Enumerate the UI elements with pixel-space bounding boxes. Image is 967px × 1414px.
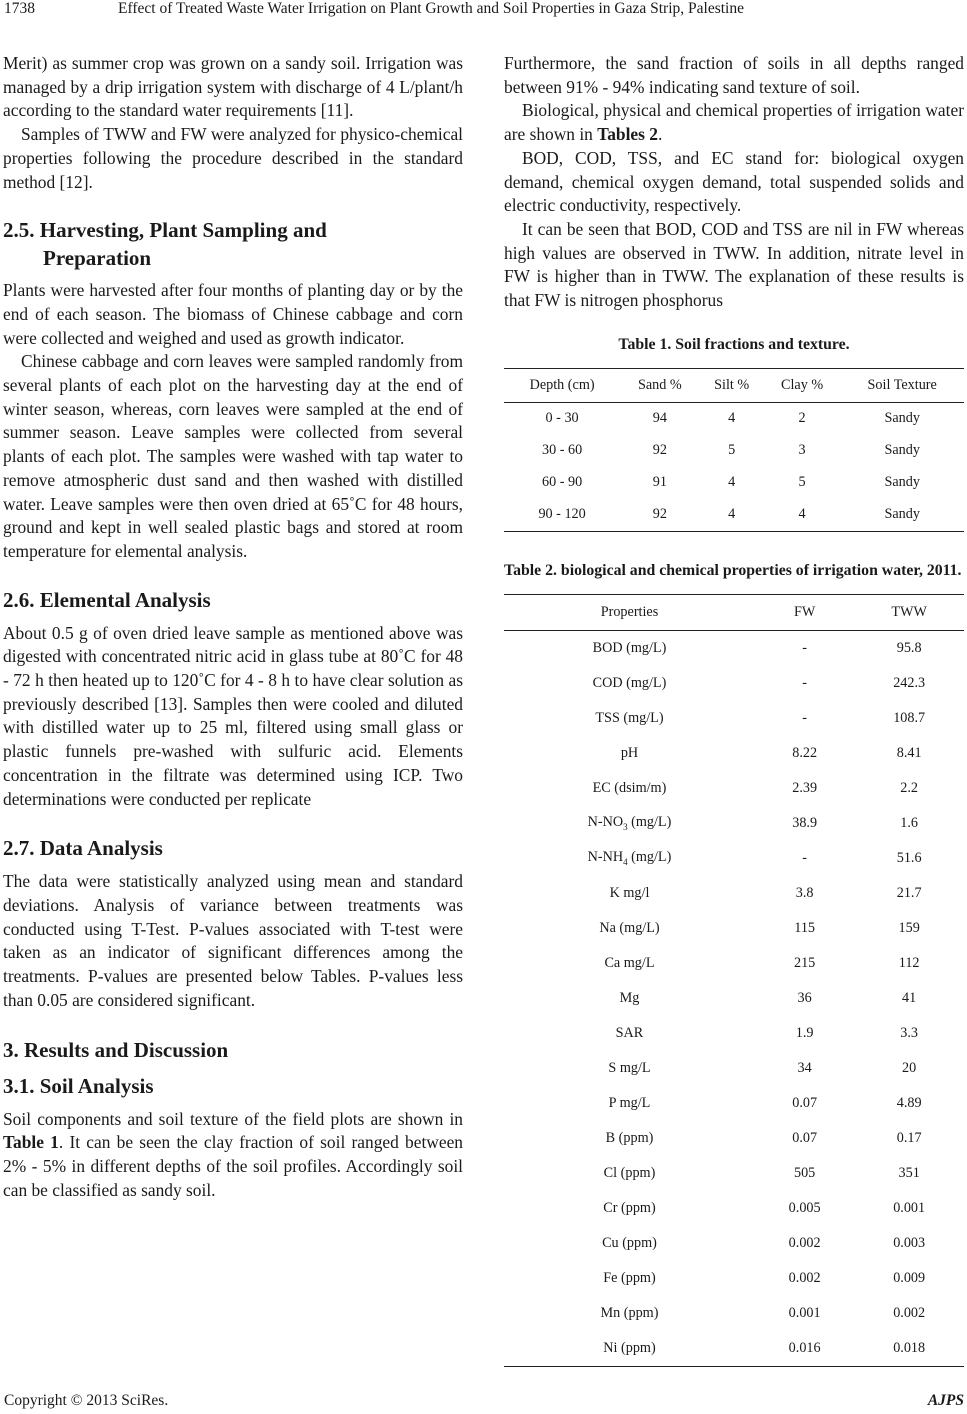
table-cell: 0.016 bbox=[788, 1339, 821, 1356]
paragraph: Plants were harvested after four months of planting day or by the end of each season. The biomass of Chinese cabbage and corn were collected and weighed and used as growth indicator. bbox=[3, 280, 463, 348]
table-cell: Fe (ppm) bbox=[603, 1269, 656, 1286]
table-cell: 36 bbox=[797, 989, 812, 1006]
table-cell: $N-NO_3$ (mg/L) bbox=[587, 814, 672, 833]
table-cell: 215 bbox=[793, 954, 816, 971]
table-cell: $N-NH_4$ (mg/L) bbox=[587, 849, 672, 868]
table-cell: 2.39 bbox=[792, 779, 818, 796]
table-cell: 4.89 bbox=[896, 1094, 922, 1111]
table-cell: Sandy bbox=[884, 442, 920, 459]
section-heading: 3.1. Soil Analysis bbox=[3, 1073, 154, 1098]
table-cell: 4 bbox=[728, 474, 736, 491]
table-cell: - bbox=[802, 674, 807, 691]
column-header: Depth (cm) bbox=[529, 376, 595, 393]
table-cell: 92 bbox=[652, 506, 667, 523]
column-header: Silt % bbox=[714, 376, 750, 393]
table-row bbox=[504, 1051, 964, 1086]
table-cell: 0.002 bbox=[893, 1304, 926, 1321]
table-cell: Sandy bbox=[884, 410, 920, 427]
table-row bbox=[504, 1261, 964, 1296]
left-column bbox=[3, 52, 463, 1202]
table-cell: - bbox=[802, 639, 807, 656]
table-cell: 0.002 bbox=[788, 1234, 821, 1251]
table-row bbox=[504, 1121, 964, 1156]
table2 bbox=[504, 594, 964, 1367]
table-cell: 3.3 bbox=[900, 1024, 919, 1041]
table-reference: Table 1 bbox=[3, 1132, 59, 1153]
table-cell: COD (mg/L) bbox=[592, 674, 667, 691]
table-row bbox=[504, 771, 964, 806]
column-header: TWW bbox=[891, 603, 927, 620]
table-row bbox=[504, 435, 964, 467]
table-cell: 92 bbox=[652, 442, 667, 459]
table-cell: Cl (ppm) bbox=[603, 1164, 656, 1181]
table1-caption: Table 1. Soil fractions and texture. bbox=[618, 335, 850, 353]
section-heading: 2.7. Data Analysis bbox=[3, 836, 163, 861]
table-row bbox=[504, 467, 964, 499]
right-column bbox=[504, 52, 964, 1367]
table-cell: 0.07 bbox=[792, 1094, 818, 1111]
table-cell: 3.8 bbox=[795, 884, 814, 901]
table-cell: 90 - 120 bbox=[538, 506, 586, 523]
table2-caption: Table 2. biological and chemical properties of irrigation water, 2011. bbox=[504, 561, 962, 579]
table-row bbox=[504, 806, 964, 841]
table-cell: BOD (mg/L) bbox=[592, 639, 667, 656]
table-row bbox=[504, 736, 964, 771]
table-row bbox=[504, 499, 964, 532]
table-cell: 95.8 bbox=[896, 639, 922, 656]
table-cell: 1.6 bbox=[900, 814, 919, 831]
table-cell: Mg bbox=[619, 989, 640, 1006]
text-run: Biological, physical and chemical properties of irrigation water are shown in bbox=[504, 100, 964, 145]
table-cell: 2 bbox=[798, 410, 806, 427]
table2-body bbox=[504, 630, 964, 1366]
table-row bbox=[504, 1226, 964, 1261]
text-run: Soil components and soil texture of the field plots are shown in bbox=[3, 1108, 463, 1129]
table-cell: 4 bbox=[798, 506, 806, 523]
table-cell: - bbox=[802, 849, 807, 866]
table-cell: Mn (ppm) bbox=[600, 1304, 659, 1321]
table-cell: Cr (ppm) bbox=[603, 1199, 656, 1216]
paragraph: Samples of TWW and FW were analyzed for physico-chemical properties following the procedure described in the standard method [12]. bbox=[3, 124, 463, 192]
table-row bbox=[504, 981, 964, 1016]
column-header: Clay % bbox=[781, 376, 824, 393]
table-cell: 91 bbox=[652, 474, 667, 491]
table-row bbox=[504, 1016, 964, 1051]
column-header: Soil Texture bbox=[867, 376, 937, 393]
table-cell: pH bbox=[620, 744, 639, 761]
running-title: Effect of Treated Waste Water Irrigation on Plant Growth and Soil Properties in Gaza Strip, Palestine bbox=[118, 0, 744, 17]
section-heading bbox=[3, 216, 463, 272]
table-cell: 0.003 bbox=[893, 1234, 926, 1251]
table-cell: 0.001 bbox=[788, 1304, 821, 1321]
table-cell: 4 bbox=[728, 410, 736, 427]
table-cell: EC (dsim/m) bbox=[592, 779, 667, 796]
table-cell: 8.41 bbox=[896, 744, 922, 761]
table-row bbox=[504, 630, 964, 666]
table-cell: 38.9 bbox=[792, 814, 818, 831]
table-cell: 8.22 bbox=[792, 744, 818, 761]
table-row bbox=[504, 1086, 964, 1121]
paragraph: Merit) as summer crop was grown on a sandy soil. Irrigation was managed by a drip irrigation system with discharge of 4 L/plant/h according to the standard water requirements [11]. bbox=[3, 53, 463, 121]
table-reference: Tables 2 bbox=[597, 124, 658, 145]
table-row bbox=[504, 1156, 964, 1191]
table-cell: - bbox=[802, 709, 807, 726]
table-cell: 21.7 bbox=[896, 884, 922, 901]
table-cell: 2.2 bbox=[900, 779, 919, 796]
page-number: 1738 bbox=[4, 0, 35, 17]
column-header: FW bbox=[793, 603, 816, 620]
running-header bbox=[0, 0, 967, 26]
paragraph: It can be seen that BOD, COD and TSS are nil in FW whereas high values are observed in TWW. In addition, nitrate level in FW is higher than in TWW. The explanation of these results is that FW is nitrogen phosphorus bbox=[504, 218, 964, 311]
table-row bbox=[504, 946, 964, 981]
table-cell: 41 bbox=[902, 989, 917, 1006]
table1 bbox=[504, 368, 964, 532]
paragraph: Chinese cabbage and corn leaves were sampled randomly from several plants of each plot on the harvesting day at the end of winter season, whereas, corn leaves were sampled at the end of summer season. Leave samples were collected from several plants of each plot. The samples were washed with tap water to remove atmospheric dust sand and then washed with distilled water. Leave samples were then oven dried at 65˚C for 48 hours, ground and kept in well sealed plastic bags and stored at room temperature for elemental analysis. bbox=[3, 351, 463, 561]
table-row bbox=[504, 701, 964, 736]
column-header: Sand % bbox=[637, 376, 682, 393]
table-cell: 60 - 90 bbox=[541, 474, 583, 491]
table-cell: S mg/L bbox=[608, 1059, 651, 1076]
table-cell: 3 bbox=[798, 442, 806, 459]
table-header-row bbox=[504, 594, 964, 630]
table-cell: 0.001 bbox=[893, 1199, 926, 1216]
section-title-continued: Preparation bbox=[43, 246, 152, 271]
table-cell: 51.6 bbox=[896, 849, 922, 866]
table-cell: 0.07 bbox=[792, 1129, 818, 1146]
table-cell: 5 bbox=[798, 474, 806, 491]
table-cell: Sandy bbox=[884, 474, 920, 491]
table-header-row bbox=[504, 368, 964, 402]
table-cell: 34 bbox=[797, 1059, 812, 1076]
page-footer bbox=[4, 1392, 964, 1410]
table-cell: 159 bbox=[898, 919, 920, 936]
paragraph: BOD, COD, TSS, and EC stand for: biological oxygen demand, chemical oxygen demand, total suspended solids and electric conductivity, respectively. bbox=[504, 147, 964, 216]
table-cell: 5 bbox=[728, 442, 736, 459]
table-cell: 0.005 bbox=[788, 1199, 821, 1216]
table-row bbox=[504, 876, 964, 911]
section-heading: 2.6. Elemental Analysis bbox=[3, 587, 211, 612]
table-row bbox=[504, 1331, 964, 1367]
table-cell: 242.3 bbox=[893, 674, 926, 691]
paragraph: Furthermore, the sand fraction of soils in all depths ranged between 91% - 94% indicating sand texture of soil. bbox=[504, 53, 964, 97]
section-heading: 3. Results and Discussion bbox=[3, 1037, 229, 1062]
table-cell: 0.002 bbox=[788, 1269, 821, 1286]
table-cell: K mg/l bbox=[609, 884, 650, 901]
table-row bbox=[504, 841, 964, 876]
table-cell: TSS (mg/L) bbox=[595, 709, 664, 726]
table-cell: Na (mg/L) bbox=[599, 919, 660, 936]
table-cell: Cu (ppm) bbox=[602, 1234, 657, 1251]
table-cell: P mg/L bbox=[608, 1094, 651, 1111]
table-row bbox=[504, 911, 964, 946]
column-header: Properties bbox=[600, 603, 659, 620]
table-cell: 0.018 bbox=[893, 1339, 926, 1356]
paragraph: About 0.5 g of oven dried leave sample as mentioned above was digested with concentrated nitric acid in glass tube at 80˚C for 48 - 72 h then heated up to 120˚C for 4 - 8 h to have clear solution as previously described [13]. Samples then were cooled and diluted with distilled water up to 25 ml, filtered using small glass or plastic funnels pre-washed with sulfuric acid. Elements concentration in the filtrate was determined using ICP. Two determinations were conducted per replicate bbox=[3, 622, 463, 809]
copyright-notice: Copyright © 2013 SciRes. bbox=[4, 1392, 169, 1409]
table-row bbox=[504, 1191, 964, 1226]
table-cell: 351 bbox=[898, 1164, 920, 1181]
table-cell: 108.7 bbox=[893, 709, 926, 726]
section-title: 2.5. Harvesting, Plant Sampling and bbox=[3, 218, 327, 243]
table-row bbox=[504, 402, 964, 435]
table-cell: 1.9 bbox=[795, 1024, 814, 1041]
paragraph bbox=[3, 1108, 463, 1203]
table-cell: Ni (ppm) bbox=[603, 1339, 656, 1356]
table-cell: 20 bbox=[902, 1059, 917, 1076]
table-cell: Ca mg/L bbox=[604, 954, 655, 971]
journal-abbreviation: AJPS bbox=[927, 1392, 964, 1409]
table-cell: 30 - 60 bbox=[541, 442, 583, 459]
table-cell: 115 bbox=[794, 919, 816, 936]
table-cell: 0 - 30 bbox=[545, 410, 579, 427]
table-cell: 0.17 bbox=[896, 1129, 922, 1146]
table-cell: Sandy bbox=[884, 506, 920, 523]
table-cell: SAR bbox=[615, 1024, 644, 1041]
table-cell: B (ppm) bbox=[605, 1129, 654, 1146]
table-cell: 4 bbox=[728, 506, 736, 523]
text-run: . It can be seen the clay fraction of soil ranged between 2% - 5% in different depths of the soil profiles. Accordingly soil can be classified as sandy soil. bbox=[3, 1132, 463, 1200]
table-row bbox=[504, 666, 964, 701]
paragraph: The data were statistically analyzed using mean and standard deviations. Analysis of variance between treatments was conducted using T-Test. P-values associated with T-test were taken as an indicator of significant differences among the treatments. P-values are presented below Tables. P-values less than 0.05 are considered significant. bbox=[3, 871, 463, 1010]
table-cell: 505 bbox=[793, 1164, 816, 1181]
paragraph bbox=[504, 99, 964, 146]
text-run: . bbox=[657, 124, 663, 145]
table-row bbox=[504, 1296, 964, 1331]
table-cell: 94 bbox=[652, 410, 667, 427]
table-cell: 112 bbox=[898, 954, 920, 971]
table-cell: 0.009 bbox=[893, 1269, 926, 1286]
